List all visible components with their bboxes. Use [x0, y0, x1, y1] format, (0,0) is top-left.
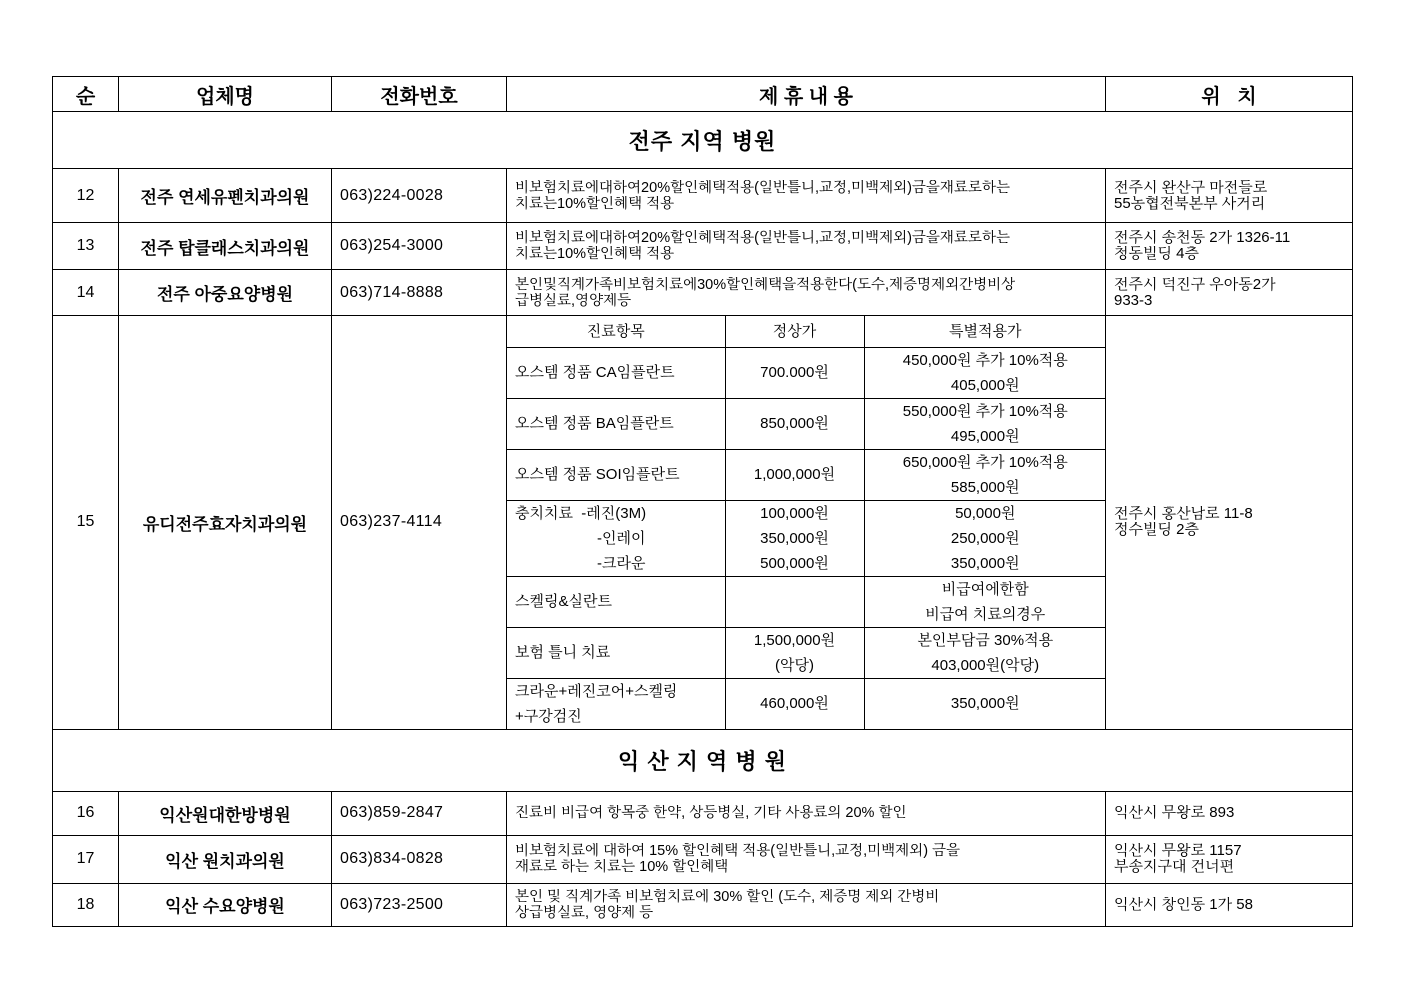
row-name: 익산 수요양병원: [119, 883, 332, 926]
location-line: 익산시 무왕로 893: [1114, 805, 1235, 821]
price-regular: [725, 347, 864, 398]
table-row: [53, 316, 1353, 730]
content-line: 비보험치료에대하여20%할인혜택적용(일반틀니,교정,미백제외)금을재료로하는: [515, 230, 1010, 246]
price-item-line: 오스템 정품 CA임플란트: [515, 364, 675, 381]
row-phone: 063)714-8888: [332, 270, 507, 316]
table-row: [53, 270, 1353, 316]
table-row: [53, 883, 1353, 926]
table-row: [53, 223, 1353, 270]
location-line: 청동빌딩 4층: [1114, 246, 1199, 262]
price-special: [864, 627, 1106, 678]
row-phone: 063)254-3000: [332, 223, 507, 270]
price-item-line: 스켈링&실란트: [515, 593, 612, 610]
price-special-line: 495,000원: [950, 427, 1020, 445]
price-special-line: 405,000원: [950, 376, 1020, 394]
location-line: 933-3: [1114, 292, 1153, 309]
content-line: 상급병실료, 영양제 등: [515, 904, 654, 921]
content-line: 급병실료,영양제등: [515, 292, 632, 309]
price-item-line: 크라운+레진코어+스켈링: [515, 682, 678, 700]
table-row: [53, 791, 1353, 835]
row-name: 유디전주효자치과의원: [119, 316, 332, 730]
row-content: [507, 883, 1106, 926]
row-location: [1106, 316, 1353, 730]
price-table: [507, 316, 1106, 729]
row-content: [507, 169, 1106, 223]
location-line: 익산시 무왕로 1157: [1114, 843, 1242, 859]
price-regular-line: 1,500,000원: [753, 631, 836, 649]
section-row-jeonju: [53, 112, 1353, 169]
row-no: 12: [53, 169, 119, 223]
price-item-line: -크라운: [597, 554, 646, 572]
row-location: [1106, 791, 1353, 835]
row-location: [1106, 223, 1353, 270]
header-no: 순: [53, 77, 119, 112]
price-row: [507, 678, 1106, 729]
content-line: 치료는10%할인혜택 적용: [515, 246, 675, 262]
row-location: [1106, 883, 1353, 926]
row-no: 15: [53, 316, 119, 730]
content-line: 비보험치료에대하여20%할인혜택적용(일반틀니,교정,미백제외)금을재료로하는: [515, 179, 1010, 196]
price-item: [507, 347, 725, 398]
price-item: [507, 449, 725, 500]
price-special: [864, 449, 1106, 500]
location-line: 전주시 홍산남로 11-8: [1114, 506, 1253, 523]
price-regular: [725, 500, 864, 576]
price-special-line: 585,000원: [950, 478, 1020, 496]
price-item-line: 오스템 정품 BA임플란트: [515, 415, 674, 432]
price-table-cell: [507, 316, 1106, 730]
location-line: 55농협전북본부 사거리: [1114, 195, 1266, 212]
location-line: 전주시 완산구 마전들로: [1114, 179, 1268, 196]
price-row: [507, 627, 1106, 678]
price-regular-line: 850,000원: [760, 415, 829, 432]
location-line: 전주시 덕진구 우아동2가: [1114, 276, 1276, 293]
content-line: 재료로 하는 치료는 10% 할인혜택: [515, 859, 729, 875]
row-content: [507, 223, 1106, 270]
price-regular: [725, 576, 864, 627]
row-no: 16: [53, 791, 119, 835]
price-table-header: [507, 316, 1106, 347]
content-line: 본인및직계가족비보험치료에30%할인혜택을적용한다(도수,제증명제외간병비상: [515, 276, 1016, 293]
price-special-line: 350,000원: [950, 554, 1020, 572]
location-line: 전주시 송천동 2가 1326-11: [1114, 230, 1291, 246]
content-line: 치료는10%할인혜택 적용: [515, 195, 675, 212]
row-location: [1106, 270, 1353, 316]
price-regular-line: 460,000원: [760, 695, 829, 712]
price-special: [864, 576, 1106, 627]
header-location: 위 치: [1106, 77, 1353, 112]
price-regular: [725, 678, 864, 729]
price-regular-line: 100,000원: [760, 504, 829, 522]
price-special: [864, 347, 1106, 398]
section-title-iksan: 익 산 지 역 병 원: [53, 729, 1353, 791]
price-special: [864, 678, 1106, 729]
section-title-jeonju: 전주 지역 병원: [53, 112, 1353, 169]
row-content: [507, 791, 1106, 835]
price-special: [864, 500, 1106, 576]
price-special-line: 550,000원 추가 10%적용: [902, 402, 1068, 420]
row-no: 18: [53, 883, 119, 926]
price-special: [864, 398, 1106, 449]
price-item-line: -인레이: [597, 529, 646, 547]
table-row: [53, 835, 1353, 883]
price-regular-line: 1,000,000원: [753, 466, 836, 483]
row-no: 14: [53, 270, 119, 316]
price-special-line: 250,000원: [950, 529, 1020, 547]
price-regular: [725, 449, 864, 500]
price-regular-line: 700.000원: [760, 364, 829, 381]
section-row-iksan: [53, 729, 1353, 791]
row-phone: 063)224-0028: [332, 169, 507, 223]
price-item-line: 보험 틀니 치료: [515, 644, 611, 661]
price-special-line: 비급여에한함: [941, 580, 1029, 598]
location-line: 익산시 창인동 1가 58: [1114, 896, 1253, 913]
partner-hospital-table: [52, 76, 1353, 927]
row-name: 전주 탑클래스치과의원: [119, 223, 332, 270]
price-item: [507, 500, 725, 576]
header-name: 업체명: [119, 77, 332, 112]
price-regular: [725, 398, 864, 449]
price-regular: [725, 627, 864, 678]
row-name: 전주 연세유펜치과의원: [119, 169, 332, 223]
price-special-line: 본인부담금 30%적용: [917, 631, 1054, 649]
row-location: [1106, 835, 1353, 883]
row-phone: 063)834-0828: [332, 835, 507, 883]
price-item-line: +구강검진: [515, 707, 582, 725]
row-name: 익산 원치과의원: [119, 835, 332, 883]
price-row: [507, 500, 1106, 576]
price-item: [507, 678, 725, 729]
price-item: [507, 627, 725, 678]
row-phone: 063)859-2847: [332, 791, 507, 835]
row-no: 13: [53, 223, 119, 270]
row-phone: 063)723-2500: [332, 883, 507, 926]
price-item: [507, 398, 725, 449]
price-special-line: 403,000원(악당): [931, 656, 1040, 674]
price-row: [507, 347, 1106, 398]
price-special-line: 비급여 치료의경우: [925, 605, 1046, 623]
price-header-item: 진료항목: [507, 316, 725, 347]
content-line: 비보험치료에 대하여 15% 할인혜택 적용(일반틀니,교정,미백제외) 금을: [515, 843, 961, 859]
price-special-line: 50,000원: [955, 504, 1016, 522]
table-header-row: [53, 77, 1353, 112]
price-row: [507, 576, 1106, 627]
row-content: [507, 835, 1106, 883]
price-item-line: 오스템 정품 SOI임플란트: [515, 466, 680, 483]
price-item: [507, 576, 725, 627]
location-line: 부송지구대 건너편: [1114, 859, 1235, 875]
price-special-line: 650,000원 추가 10%적용: [902, 453, 1068, 471]
price-regular-line: 500,000원: [760, 554, 829, 572]
price-item-line: 충치치료 -레진(3M): [515, 504, 647, 522]
row-no: 17: [53, 835, 119, 883]
price-row: [507, 449, 1106, 500]
row-name: 익산원대한방병원: [119, 791, 332, 835]
price-row: [507, 398, 1106, 449]
row-name: 전주 아중요양병원: [119, 270, 332, 316]
location-line: 정수빌딩 2층: [1114, 522, 1199, 539]
content-line: 본인 및 직계가족 비보험치료에 30% 할인 (도수, 제증명 제외 간병비: [515, 888, 940, 905]
price-special-line: 450,000원 추가 10%적용: [902, 351, 1068, 369]
row-content: [507, 270, 1106, 316]
row-location: [1106, 169, 1353, 223]
price-header-special: 특별적용가: [864, 316, 1106, 347]
header-phone: 전화번호: [332, 77, 507, 112]
row-phone: 063)237-4114: [332, 316, 507, 730]
table-row: [53, 169, 1353, 223]
price-regular-line: 350,000원: [760, 529, 829, 547]
content-line: 진료비 비급여 항목중 한약, 상등병실, 기타 사용료의 20% 할인: [515, 805, 907, 821]
price-special-line: 350,000원: [950, 695, 1020, 712]
price-regular-line: (악당): [775, 656, 814, 674]
header-content: 제 휴 내 용: [507, 77, 1106, 112]
price-header-regular: 정상가: [725, 316, 864, 347]
